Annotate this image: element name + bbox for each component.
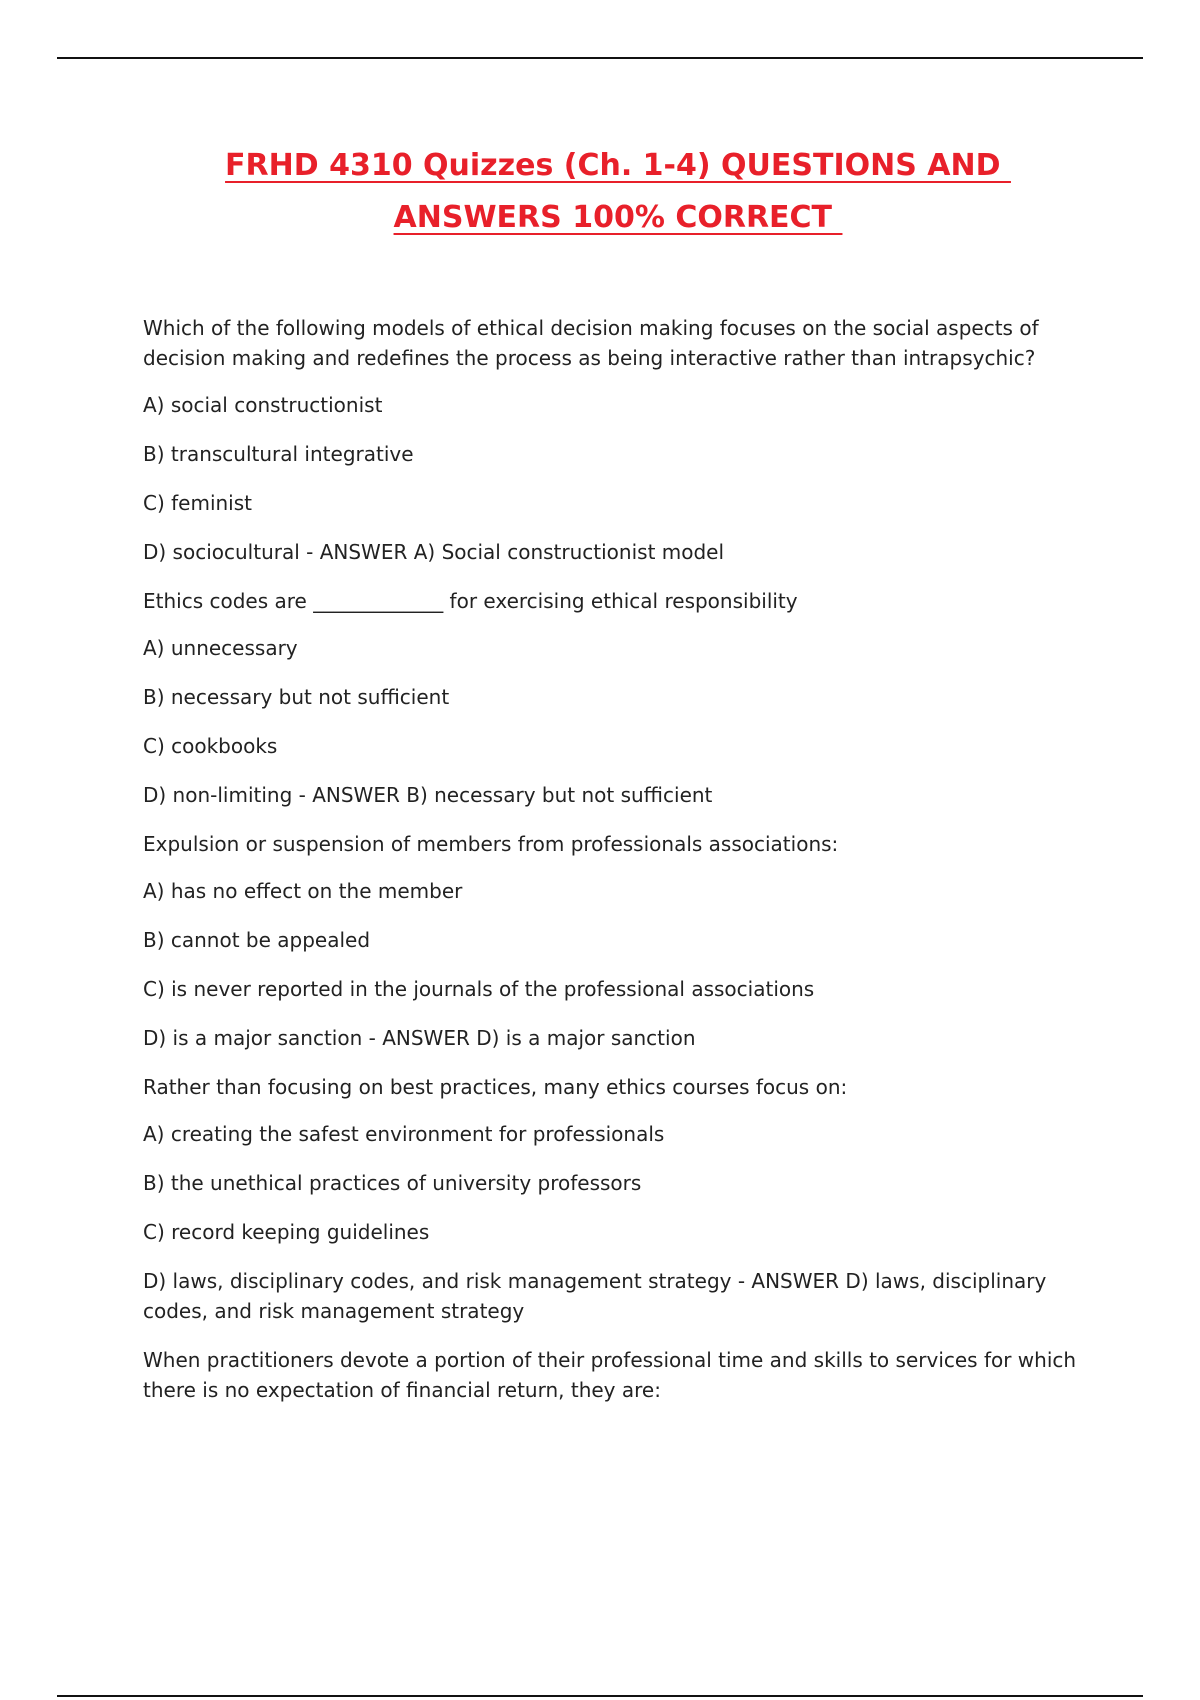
title-line-2: ANSWERS 100% CORRECT: [393, 200, 843, 235]
answer-option: C) cookbooks: [143, 734, 278, 758]
answer-option: B) the unethical practices of university professors: [143, 1171, 642, 1195]
answer-option: D) laws, disciplinary codes, and risk management strategy - ANSWER D) laws, disciplinary codes, and risk management strategy: [143, 1269, 1047, 1323]
answer-option: D) non-limiting - ANSWER B) necessary but not sufficient: [143, 783, 713, 807]
answer-option: B) necessary but not sufficient: [143, 685, 450, 709]
answer-option: A) unnecessary: [143, 636, 298, 660]
answer-option: B) cannot be appealed: [143, 928, 371, 952]
document-title: [60, 140, 1176, 244]
question-text: Ethics codes are _____________ for exercising ethical responsibility: [143, 589, 798, 613]
answer-option: D) sociocultural - ANSWER A) Social constructionist model: [143, 540, 725, 564]
title-line-1: FRHD 4310 Quizzes (Ch. 1-4) QUESTIONS AND: [225, 148, 1011, 183]
quiz-content: [143, 313, 1093, 1422]
question-text: Rather than focusing on best practices, many ethics courses focus on:: [143, 1075, 848, 1099]
bottom-rule: [57, 1695, 1143, 1697]
question-text: When practitioners devote a portion of their professional time and skills to services for which there is no expectation of financial return, they are:: [143, 1348, 1077, 1402]
answer-option: A) has no effect on the member: [143, 879, 463, 903]
top-rule: [57, 57, 1143, 59]
answer-option: C) feminist: [143, 491, 253, 515]
answer-option: A) creating the safest environment for professionals: [143, 1122, 665, 1146]
answer-option: B) transcultural integrative: [143, 442, 414, 466]
answer-option: C) record keeping guidelines: [143, 1220, 430, 1244]
question-text: Expulsion or suspension of members from professionals associations:: [143, 832, 839, 856]
answer-option: C) is never reported in the journals of the professional associations: [143, 977, 815, 1001]
answer-option: A) social constructionist: [143, 393, 383, 417]
answer-option: D) is a major sanction - ANSWER D) is a major sanction: [143, 1026, 696, 1050]
question-text: Which of the following models of ethical decision making focuses on the social aspects of decision making and redefines the process as being interactive rather than intrapsychic?: [143, 316, 1039, 370]
